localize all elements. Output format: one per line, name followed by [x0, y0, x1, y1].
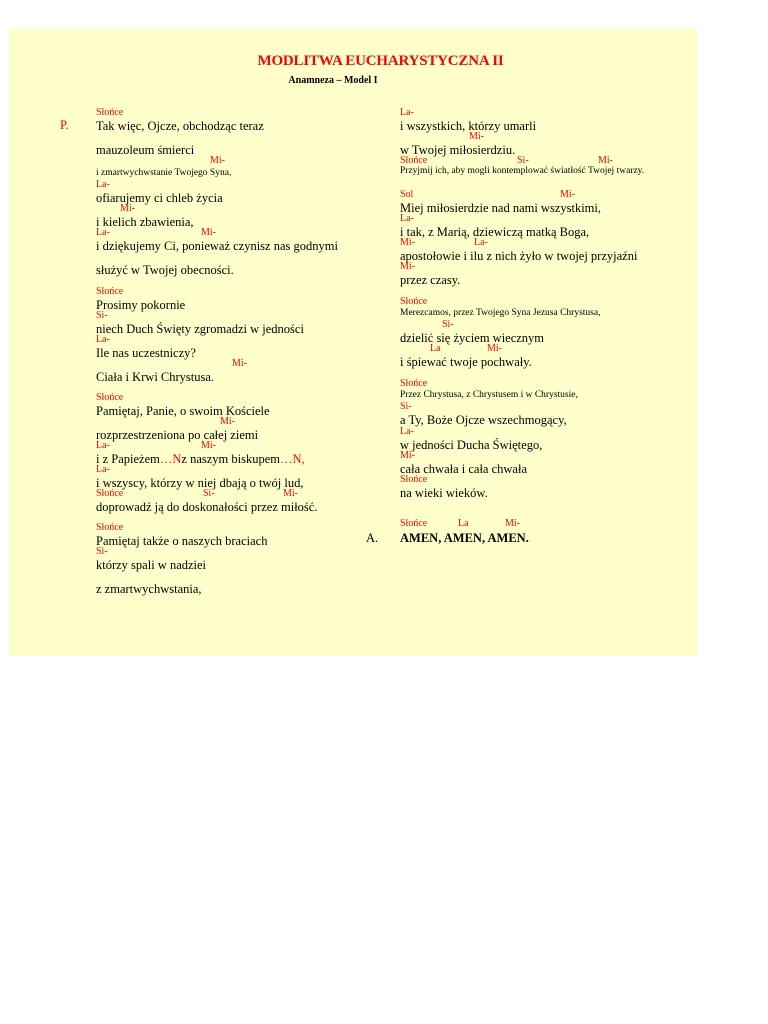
chord: Si-	[442, 319, 454, 330]
verse-line: z zmartwychwstania,	[96, 582, 202, 596]
chord: Mi-	[400, 450, 415, 461]
verse-line: i z Papieżem…Nz naszym biskupem…N,	[96, 452, 305, 466]
verse-line: apostołowie i ilu z nich żyło w twojej przyjaźni	[400, 249, 638, 263]
chord: La-	[400, 107, 414, 118]
chord: Słońce	[96, 488, 124, 499]
chord: La	[430, 343, 441, 354]
chord: Si-	[203, 488, 215, 499]
verse-line: Merezcamos, przez Twojego Syna Jezusa Chrystusa,	[400, 308, 601, 318]
verse-line: Ile nas uczestniczy?	[96, 346, 196, 360]
assembly-marker: A.	[366, 531, 379, 545]
verse-line: a Ty, Boże Ojcze wszechmogący,	[400, 413, 567, 427]
chord: Si-	[96, 310, 108, 321]
chord: Mi-	[120, 203, 135, 214]
verse-line: i zmartwychwstanie Twojego Syna,	[96, 168, 232, 178]
chord: Mi-	[598, 155, 613, 166]
verse-line: Pamiętaj także o naszych braciach	[96, 534, 268, 548]
chord: La-	[474, 237, 488, 248]
verse-line: Prosimy pokornie	[96, 298, 186, 312]
chord: Mi-	[210, 155, 225, 166]
verse-line: w jedności Ducha Świętego,	[400, 438, 543, 452]
verse-line: mauzoleum śmierci	[96, 143, 195, 157]
verse-line: niech Duch Święty zgromadzi w jedności	[96, 322, 304, 336]
verse-line: przez czasy.	[400, 273, 461, 287]
chord: Mi-	[201, 227, 216, 238]
chord: Mi-	[560, 189, 575, 200]
chord: Słońce	[400, 474, 428, 485]
chord: Mi-	[469, 131, 484, 142]
verse-line: Miej miłosierdzie nad nami wszystkimi,	[400, 201, 602, 215]
verse-line: doprowadź ją do doskonałości przez miłość.	[96, 500, 318, 514]
verse-line: rozprzestrzeniona po całej ziemi	[96, 428, 259, 442]
chord: Słońce	[400, 378, 428, 389]
chord: Słońce	[400, 155, 428, 166]
chord: La-	[96, 179, 110, 190]
verse-line: ofiarujemy ci chleb życia	[96, 191, 223, 205]
chord: La	[458, 518, 469, 529]
verse-line: w Twojej miłosierdziu.	[400, 143, 516, 157]
verse-line: Ciała i Krwi Chrystusa.	[96, 370, 215, 384]
page-subtitle: Anamneza – Model I	[288, 75, 378, 86]
chord: Słońce	[96, 286, 124, 297]
amen-line: AMEN, AMEN, AMEN.	[400, 531, 529, 545]
chord: Mi-	[487, 343, 502, 354]
chord: La-	[96, 440, 110, 451]
verse-line: i tak, z Marią, dziewiczą matką Boga,	[400, 225, 590, 239]
chord: Sol	[400, 189, 414, 200]
verse-line: cała chwała i cała chwała	[400, 462, 527, 476]
chord: Mi-	[505, 518, 520, 529]
verse-line: Przez Chrystusa, z Chrystusem i w Chrystusie,	[400, 390, 578, 400]
verse-line: i kielich zbawienia,	[96, 215, 194, 229]
chord: La-	[96, 227, 110, 238]
priest-marker: P.	[60, 118, 69, 132]
verse-line: i wszyscy, którzy w niej dbają o twój lud,	[96, 476, 304, 490]
verse-line: dzielić się życiem wiecznym	[400, 331, 545, 345]
verse-line: którzy spali w nadziei	[96, 558, 207, 572]
verse-line: Pamiętaj, Panie, o swoim Kościele	[96, 404, 270, 418]
verse-line: i dziękujemy Ci, ponieważ czynisz nas godnymi	[96, 239, 338, 253]
verse-line: Przyjmij ich, aby mogli kontemplować światłość Twojej twarzy.	[400, 166, 645, 176]
chord: Si-	[400, 401, 412, 412]
chord: Słońce	[96, 522, 124, 533]
chord: Mi-	[232, 358, 247, 369]
verse-line: Tak więc, Ojcze, obchodząc teraz	[96, 119, 264, 133]
verse-line: i wszystkich, którzy umarli	[400, 119, 537, 133]
chord: Mi-	[400, 261, 415, 272]
chord: Słońce	[400, 296, 428, 307]
chord: Słońce	[400, 518, 428, 529]
chord: Mi-	[220, 416, 235, 427]
chord: La-	[96, 334, 110, 345]
chord: Słońce	[96, 107, 124, 118]
chord: La-	[400, 213, 414, 224]
page-title: MODLITWA EUCHARYSTYCZNA II	[257, 53, 504, 69]
verse-line: i śpiewać twoje pochwały.	[400, 355, 532, 369]
verse-line: na wieki wieków.	[400, 486, 488, 500]
chord: Słońce	[96, 392, 124, 403]
verse-line: służyć w Twojej obecności.	[96, 263, 234, 277]
chord: Mi-	[201, 440, 216, 451]
chord: Si-	[517, 155, 529, 166]
chord: Si-	[96, 546, 108, 557]
chord: La-	[96, 464, 110, 475]
chord: Mi-	[400, 237, 415, 248]
chord: Mi-	[283, 488, 298, 499]
chord: La-	[400, 426, 414, 437]
